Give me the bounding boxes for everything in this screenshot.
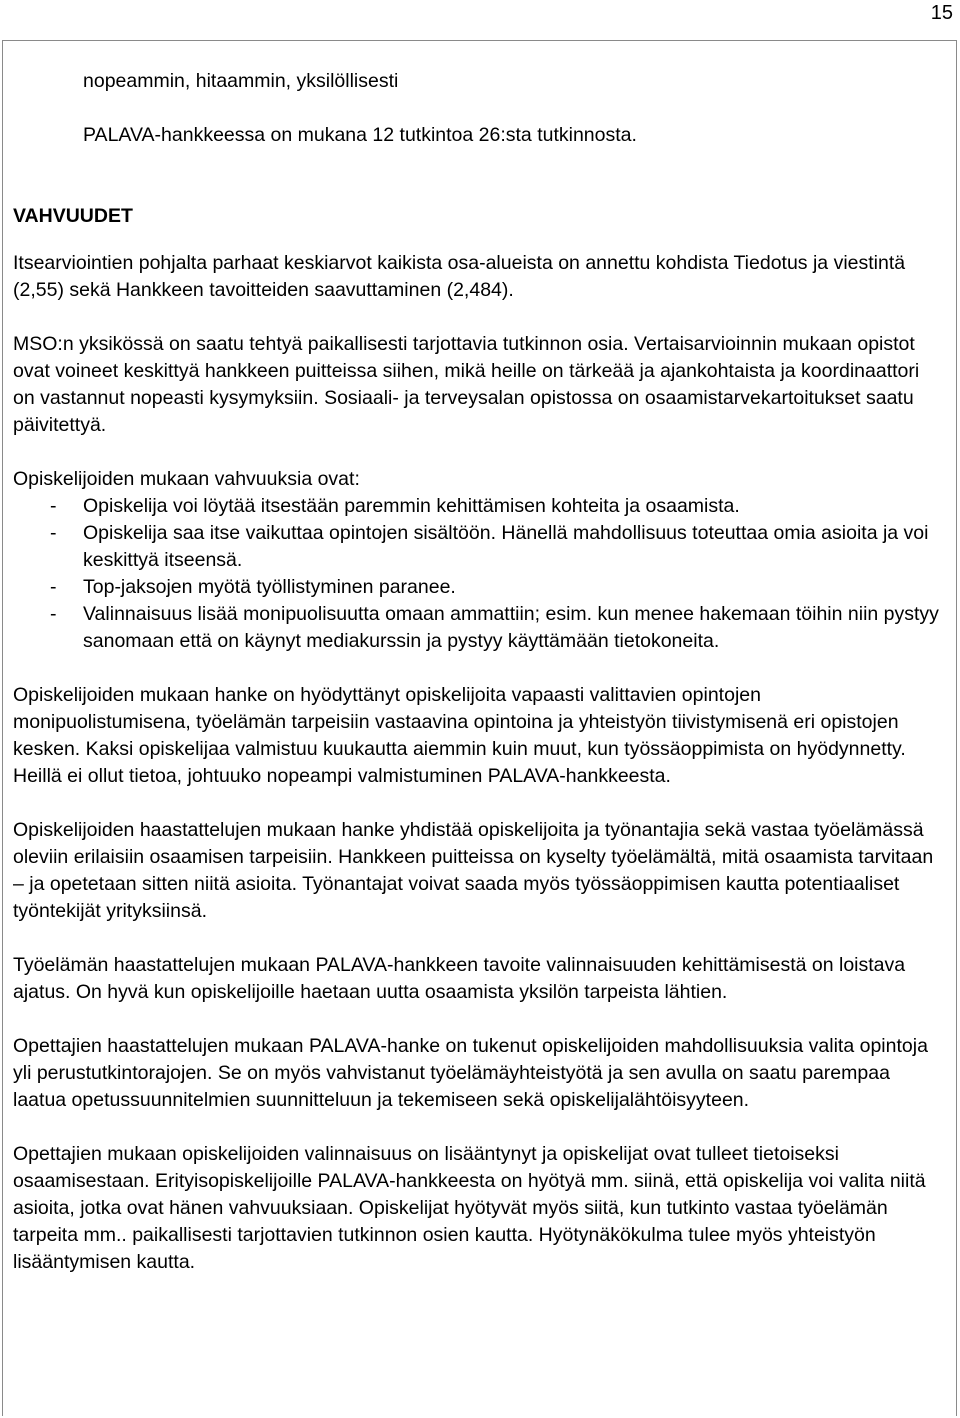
palava-count-line: PALAVA-hankkeessa on mukana 12 tutkintoa 26:sta tutkinnosta. <box>83 124 637 146</box>
list-item-text: Top-jaksojen myötä työllistyminen paranee. <box>83 576 456 598</box>
paragraph-mso: MSO:n yksikössä on saatu tehtyä paikallisesti tarjottavia tutkinnon osia. Vertaisarvioinnin mukaan opistot ovat voineet keskittyä hankkeen puitteissa siihen, mikä heille on tärkeää ja ajankohtaista ja koordinaattori on vastannut nopeasti kysymyksiin. Sosiaali- ja terveysalan opistossa on osaamistarvekartoitukset saatu päivitettyä. <box>13 333 920 436</box>
list-dash: - <box>50 495 57 517</box>
list-intro: Opiskelijoiden mukaan vahvuuksia ovat: <box>13 468 360 490</box>
page-number: 15 <box>930 2 953 24</box>
paragraph-student-interviews: Opiskelijoiden haastattelujen mukaan hanke yhdistää opiskelijoita ja työnantajia sekä vastaa työelämässä oleviin erilaisiin osaamisen tarpeisiin. Hankkeen puitteissa on kyselty työelämältä, mitä osaamista tarvitaan – ja opetetaan sitten niitä asioita. Työnantajat voivat saada myös työssäoppimisen kautta potentiaaliset työntekijät yrityksiinsä. <box>13 819 934 922</box>
paragraph-self-assessment: Itsearviointien pohjalta parhaat keskiarvot kaikista osa-alueista on annettu kohdista Tiedotus ja viestintä (2,55) sekä Hankkeen tavoitteiden saavuttaminen (2,484). <box>13 252 906 301</box>
list-item-text: Valinnaisuus lisää monipuolisuutta omaan ammattiin; esim. kun menee hakemaan töihin niin pystyy sanomaan että on käynyt mediakurssin ja pystyy käyttämään tietokoneita. <box>83 603 939 652</box>
list-item <box>13 601 943 655</box>
list-item-text: Opiskelija voi löytää itsestään paremmin kehittämisen kohteita ja osaamista. <box>83 495 740 517</box>
list-dash: - <box>50 603 57 625</box>
paragraph-teacher-interviews: Opettajien haastattelujen mukaan PALAVA-hanke on tukenut opiskelijoiden mahdollisuuksia valita opintoja yli perustutkintorajojen. Se on myös vahvistanut työelämäyhteistyötä ja sen avulla on saatu parempaa laatua opetussuunnitelmien suunnitteluun ja tekemiseen sekä opiskelijalähtöisyyteen. <box>13 1035 928 1111</box>
list-dash: - <box>50 522 57 544</box>
paragraph-teacher-views: Opettajien mukaan opiskelijoiden valinnaisuus on lisääntynyt ja opiskelijat ovat tulleet tietoiseksi osaamisestaan. Erityisopiskelijoille PALAVA-hankkeesta on hyötyä mm. siinä, että opiskelija voi valita niitä asioita, jotka ovat hänen vahvuuksiaan. Opiskelijat hyötyvät myös siitä, kun tutkinto vastaa työelämän tarpeita mm.. paikallisesti tarjottavien tutkinnon osien kautta. Hyötynäkökulma tulee myös yhteistyön lisääntymisen kautta. <box>13 1143 926 1273</box>
intro-line: nopeammin, hitaammin, yksilöllisesti <box>83 70 399 92</box>
list-item-text: Opiskelija saa itse vaikuttaa opintojen sisältöön. Hänellä mahdollisuus toteuttaa omia asioita ja voi keskittyä itseensä. <box>83 522 929 571</box>
list-item <box>13 493 943 520</box>
list-dash: - <box>50 576 57 598</box>
list-item <box>13 520 943 574</box>
section-heading: VAHVUUDET <box>13 205 133 227</box>
strengths-list <box>13 493 943 655</box>
list-item <box>13 574 943 601</box>
document-body <box>13 68 943 1276</box>
paragraph-students-benefit: Opiskelijoiden mukaan hanke on hyödyttänyt opiskelijoita vapaasti valittavien opintojen monipuolistumisena, työelämän tarpeisiin vastaavina opintoina ja yhteistyön tiivistymisenä eri opistojen kesken. Kaksi opiskelijaa valmistuu kuukautta aiemmin kuin muut, kun työssäoppimista on hyödynnetty. Heillä ei ollut tietoa, johtuuko nopeampi valmistuminen PALAVA-hankkeesta. <box>13 684 906 787</box>
paragraph-worklife-interviews: Työelämän haastattelujen mukaan PALAVA-hankkeen tavoite valinnaisuuden kehittämisestä on loistava ajatus. On hyvä kun opiskelijoille haetaan uutta osaamista yksilön tarpeista lähtien. <box>13 954 906 1003</box>
